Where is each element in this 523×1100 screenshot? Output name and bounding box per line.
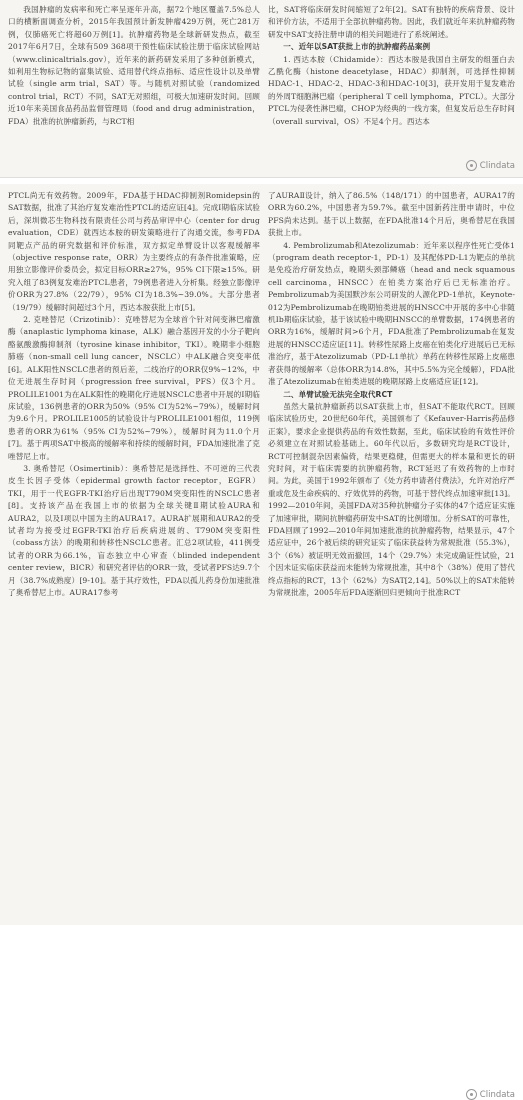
clindata-logo-icon bbox=[466, 160, 477, 171]
watermark bbox=[466, 160, 515, 171]
paragraph: 我国肿瘤的发病率和死亡率呈逐年升高，据72个地区覆盖7.5%总人口的横断面调查分析，2015年我国预计新发肿瘤429万例，死亡281万例，仅肺癌死亡将超60万例[1]。抗肿瘤药物是全球新研发热点，截至2017年6月7日，全球有509 368项干预性临床试验注册于临床试验网站（www.clinicaltrials.gov），近年来的新药研发采用了多种创新模式，如利用生物标记物的富集试验、适用替代终点指标、适应性设计以及单臂试验（single arm trial，SAT）等。与随机对照试验（randomized control trial，RCT）不同，SAT无对照组，可极大加速研发时间。回顾近10年来美国食品药品监督管理局（food and drug administration，FDA）批准的抗肿瘤新药，与RCT相 bbox=[8, 5, 260, 126]
page-top-strip bbox=[0, 0, 523, 178]
paragraph: 3. 奥希替尼（Osimertinib）：奥希替尼是选择性、不可逆的三代表皮生长因子受体（epidermal growth factor receptor，EGFR）TKI，用于一代EGFR-TKI治疗后出现T790M突变阳性的NSCLC患者[8]。支持该产品在我国上市的依据为全球关键Ⅱ期试验AURA和AURA2，以及Ⅰ项以中国为主的AURA17。AURA扩展期和AURA2的受试者均为接受过EGFR-TKI治疗后疾病进展的、T790M突变阳性（cobass方法）的晚期和转移性NSCLC患者。汇总2项试验，411例受试者的ORR为66.1%，盲态独立中心审查（blinded independent center review，BICR）和研究者评估的ORR一致，受试者PFS达9.7个月（38.7%成熟度）[9-10]。基于其疗效性，FDA以孤儿药身份加速批准了奥希替尼上市。AURA17参考 bbox=[8, 463, 260, 597]
top-left-column bbox=[8, 4, 260, 128]
top-right-column bbox=[268, 4, 515, 128]
bottom-right-column bbox=[268, 190, 515, 599]
paragraph: 了AURAⅡ设计，纳入了86.5%（148/171）的中国患者，AURA17的ORR为60.2%，中国患者为59.7%。截至中国新药注册申请时，中位PFS尚未达到。基于以上数据，在FDA批准14个月后，奥希替尼在我国获批上市。 bbox=[268, 191, 515, 238]
clindata-logo-icon bbox=[466, 1089, 477, 1100]
paragraph: 1. 西达本胺（Chidamide）：西达本胺是我国自主研发的组蛋白去乙酰化酶（histone deacetylase，HDAC）抑制剂，可选择性抑制HDAC-1、HDAC-2、HDAC-3和HDAC-10[3]，获开发用于复发难治的外周T细胞淋巴瘤（peripheral T cell lymphoma，PTCL）。大部分PTCL为侵袭性淋巴瘤，CHOP为经典的一线方案，但复发后总生存时间（overall survival，OS）不足4个月。西达本 bbox=[268, 54, 515, 126]
bottom-left-column bbox=[8, 190, 260, 599]
paragraph: 比，SAT将临床研发时间缩短了2年[2]。SAT有独特的疾病背景、设计和评价方法，不适用于全部抗肿瘤药物。因此，我们就近年来抗肿瘤药物研发中SAT支持注册申请的相关问题进行了系统阐述。 bbox=[268, 5, 515, 39]
watermark-text: Clindata bbox=[479, 1089, 515, 1100]
paragraph: 2. 克唑替尼（Crizotinib）：克唑替尼为全球首个针对间变淋巴瘤激酶（anaplastic lymphoma kinase，ALK）融合基因开发的小分子靶向酪氨酸激酶抑制剂（tyrosine kinase inhibitor，TKI）。晚期非小细胞肺癌（non-small cell lung cancer，NSCLC）中ALK融合突变率低[6]。ALK阳性NSCLC患者的预后差，二线治疗的ORR仅9%~12%，中位无进展生存时间（progression free survival，PFS）仅3个月。PROLILE1001为在ALK阳性的晚期化疗进展NSCLC患者中开展的Ⅰ期临床试验，136例患者的ORR为50%（95% CI为52%~79%），缓解时间为9.6个月。PROLILE1005的试验设计与PROLILE1001相似，119例患者的ORR为61%（95% CI为52%~79%），缓解时间为11.0个月[7]。基于两项SAT中极高的缓解率和持续的缓解时间，FDA加速批准了克唑替尼上市。 bbox=[8, 315, 260, 461]
watermark bbox=[466, 1089, 515, 1100]
watermark-text: Clindata bbox=[479, 160, 515, 171]
paragraph: PTCL尚无有效药物。2009年，FDA基于HDAC抑制剂Romidepsin的SAT数据，批准了其治疗复发难治性PTCL的适应证[4]。完成Ⅰ期临床试验后，深圳微芯生物科技有限责任公司与药品审评中心（center for drug evaluation，CDE）就西达本胺的研发策略进行了沟通交流，参考FDA同靶点产品的研究数据和评价标准，双方拟定单臂设计以客观缓解率（objective response rate，ORR）为主要终点的有条件批准策略，应用独立影像评价委员会，拟定目标ORR≥27%，95% CI下限≥15%。研究入组了83例复发难治PTCL患者，79例患者进入分析集。经独立影像评价ORR为27.8%（22/79），95% CI为18.3%~39.0%。大部分患者（19/79）缓解时间超过3个月，西达本胺获批上市[5]。 bbox=[8, 191, 260, 312]
section-heading: 二、单臂试验无法完全取代RCT bbox=[283, 389, 393, 399]
paragraph: 4. Pembrolizumab和Atezolizumab：近年来以程序性死亡受体1（program death receptor-1，PD-1）及其配体PD-L1为靶点的单抗是免疫治疗研发热点，晚期头颈部鳞癌（head and neck squamous cell carcinoma，HNSCC）在铂类方案治疗后已无标准治疗。Pembrolizumab为美国默沙东公司研发的人源化PD-1单抗，Keynote-012为Pembrolizumab在晚期铂类进展的HNSCC中开展的多中心非随机Ⅰb期临床试验，基于该试验中晚期HNSCC的单臂数据，174例患者的ORR为16%，缓解时间>6个月，FDA批准了Pembrolizumab在复发进展的HNSCC适应证[11]。转移性尿路上皮癌在铂类化疗进展后已无标准治疗，基于Atezolizumab（PD-L1单抗）单药在转移性尿路上皮癌患者获得的缓解率（总体ORR为14.8%，其中5.5%为完全缓解），FDA批准了Atezolizumab在铂类进展的晚期尿路上皮癌适应证[12]。 bbox=[268, 240, 515, 387]
page-bottom-strip bbox=[0, 184, 523, 1100]
section-heading: 一、近年以SAT获批上市的抗肿瘤药品案例 bbox=[283, 42, 431, 52]
paragraph: 虽然大量抗肿瘤新药以SAT获批上市，但SAT不能取代RCT。回顾临床试验历史，20世纪60年代，美国颁布了《Kefauver-Harris药品修正案》，要求企业提供药品的有效性数据，至此，临床试验的有效性评价必须建立在对照试验基础上。60年代以后，多数研究均是RCT设计，RCT可控制混杂因素偏倚，结果更稳健，但需更大的样本量和更长的研究时间，对于临床需要的抗肿瘤药物，RCT延迟了有效药物的上市时间。为此，美国于1992年颁布了《处方药申请者付费法》，允许对治疗严重或危及生命疾病的、疗效优异的药物，可基于替代终点加速审批[13]。1992—2010年间，美国FDA对35种抗肿瘤分子实体的47个适应证实施了加速审批，期间抗肿瘤药研发中SAT的比例增加。分析SAT的可靠性，FDA回顾了1992—2010年间加速批准的抗肿瘤药物，结果显示，47个适应证中，26个被后续的研究证实了临床获益转为常规批准（55.3%），3个（6%）被证明无效而撤回，14个（29.7%）未完成确证性试验，21个因未证实临床获益而未能转为常规批准，其中8个（38%）使用了替代终点指标的RCT，13个（62%）为SAT[2,14]。50%以上的SAT未能转为常规批准，2005年后FDA逐渐回归更倾向于批准RCT bbox=[268, 401, 515, 597]
